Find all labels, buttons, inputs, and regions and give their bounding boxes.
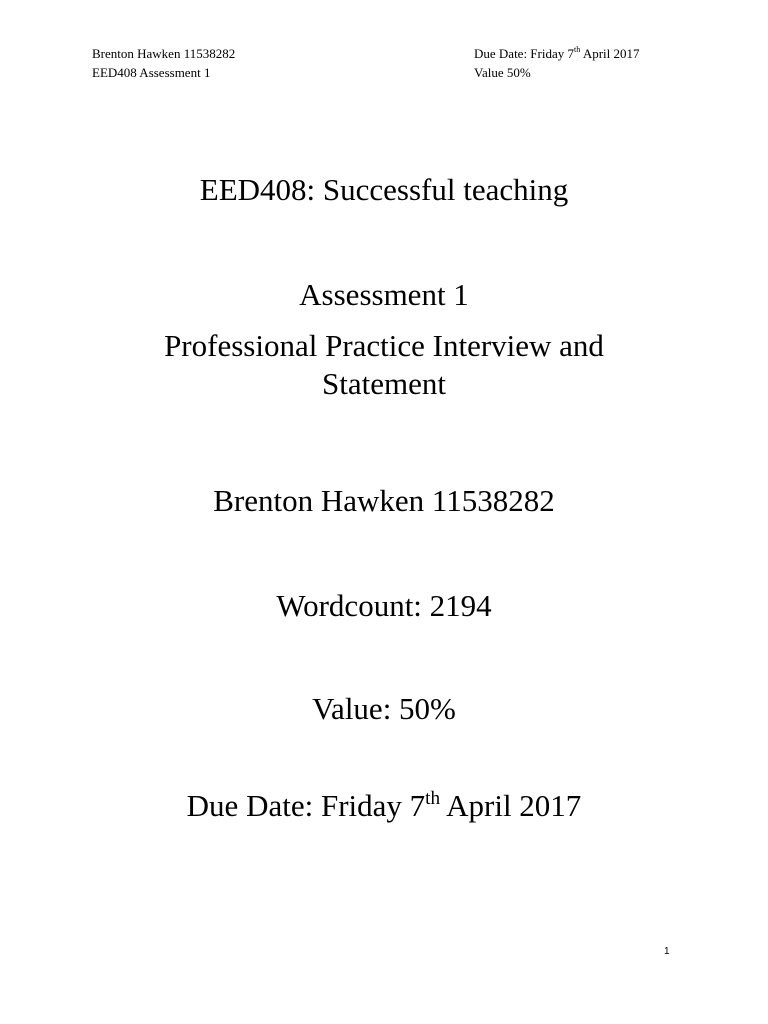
author-line: Brenton Hawken 11538282 [213,483,555,518]
header-assessment-line: EED408 Assessment 1 [92,65,211,80]
course-title: EED408: Successful teaching [199,172,569,207]
header-value-line: Value 50% [474,65,531,80]
header-due-date-suffix: April 2017 [580,46,640,61]
wordcount-line: Wordcount: 2194 [276,588,492,623]
header-left [92,44,235,82]
header-due-date-ordinal: th [574,45,581,55]
header-due-date-prefix: Due Date: Friday 7 [474,46,575,61]
assessment-subtitle [0,327,768,403]
subtitle-line-2: Statement [322,366,446,401]
due-date-prefix: Due Date: Friday 7 [186,788,426,823]
header-author-line: Brenton Hawken 11538282 [92,46,236,61]
header-right [474,44,640,82]
value-line: Value: 50% [312,691,456,726]
due-date-ordinal: th [425,787,441,809]
due-date-suffix: April 2017 [440,788,582,823]
subtitle-line-1: Professional Practice Interview and [164,328,604,363]
page-number: 1 [664,946,670,957]
header-due-date-line [474,44,640,63]
assessment-title: Assessment 1 [299,277,469,312]
due-date-line [0,787,768,825]
